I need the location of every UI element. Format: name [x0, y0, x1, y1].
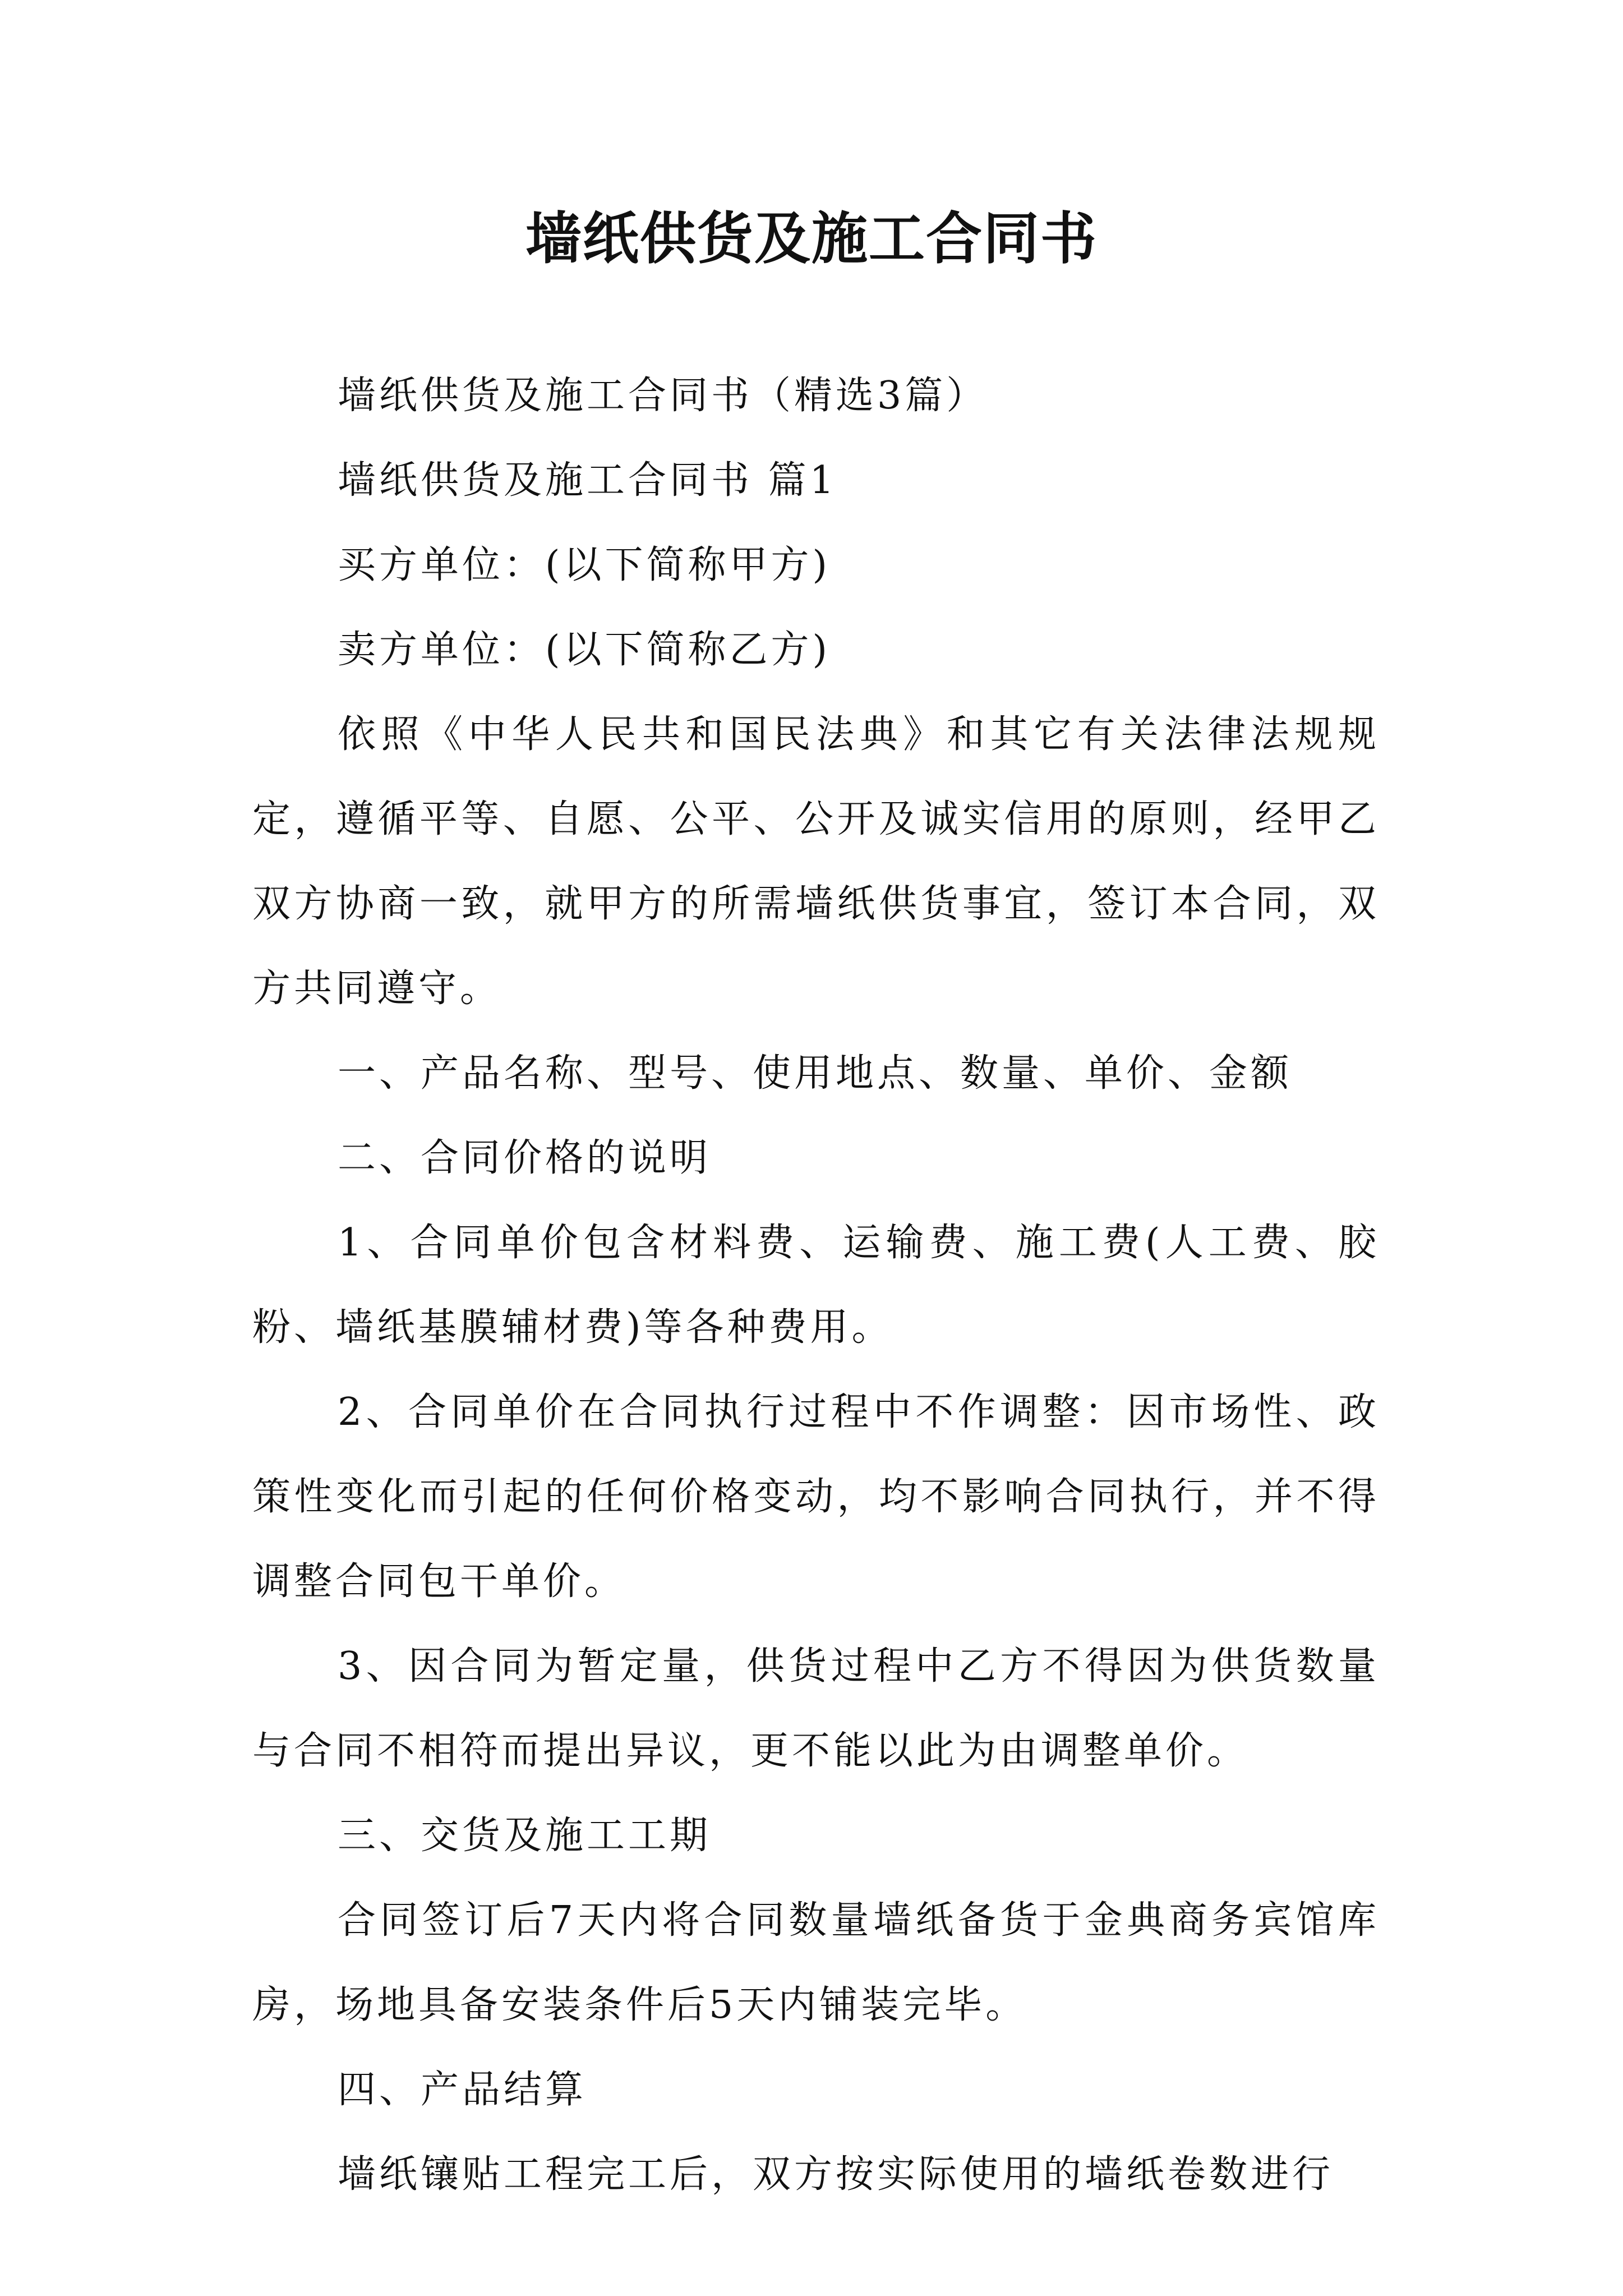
section-heading-product: 一、产品名称、型号、使用地点、数量、单价、金额: [338, 1051, 1293, 1096]
clause-settlement: 墙纸镶贴工程完工后，双方按实际使用的墙纸卷数进行: [338, 2152, 1334, 2197]
paragraph-part-heading: 墙纸供货及施工合同书 篇1: [338, 458, 837, 503]
document-title: 墙纸供货及施工合同书: [525, 205, 1098, 272]
paragraph-collection-title: 墙纸供货及施工合同书（精选3篇）: [338, 374, 988, 418]
section-heading-delivery: 三、交货及施工工期: [338, 1814, 712, 1858]
section-heading-price: 二、合同价格的说明: [338, 1136, 712, 1180]
clause-price-3: 3、因合同为暂定量，供货过程中乙方不得因为供货数量与合同不相符而提出异议，更不能以此为由调整单价。: [252, 1644, 1380, 1773]
clause-price-2: 2、合同单价在合同执行过程中不作调整：因市场性、政策性变化而引起的任何价格变动，均不影响合同执行，并不得调整合同包干单价。: [252, 1390, 1380, 1604]
paragraph-seller: 卖方单位：(以下简称乙方): [338, 628, 831, 672]
section-heading-settlement: 四、产品结算: [338, 2068, 587, 2112]
clause-delivery: 合同签订后7天内将合同数量墙纸备货于金典商务宾馆库房，场地具备安装条件后5天内铺装完毕。: [252, 1898, 1380, 2027]
document-body: [252, 353, 1380, 2217]
paragraph-preamble: 依照《中华人民共和国民法典》和其它有关法律法规规定，遵循平等、自愿、公平、公开及诚实信用的原则，经甲乙双方协商一致，就甲方的所需墙纸供货事宜，签订本合同，双方共同遵守。: [252, 712, 1380, 1011]
clause-price-1: 1、合同单价包含材料费、运输费、施工费(人工费、胶粉、墙纸基膜辅材费)等各种费用。: [252, 1221, 1380, 1350]
paragraph-buyer: 买方单位：(以下简称甲方): [338, 543, 831, 587]
